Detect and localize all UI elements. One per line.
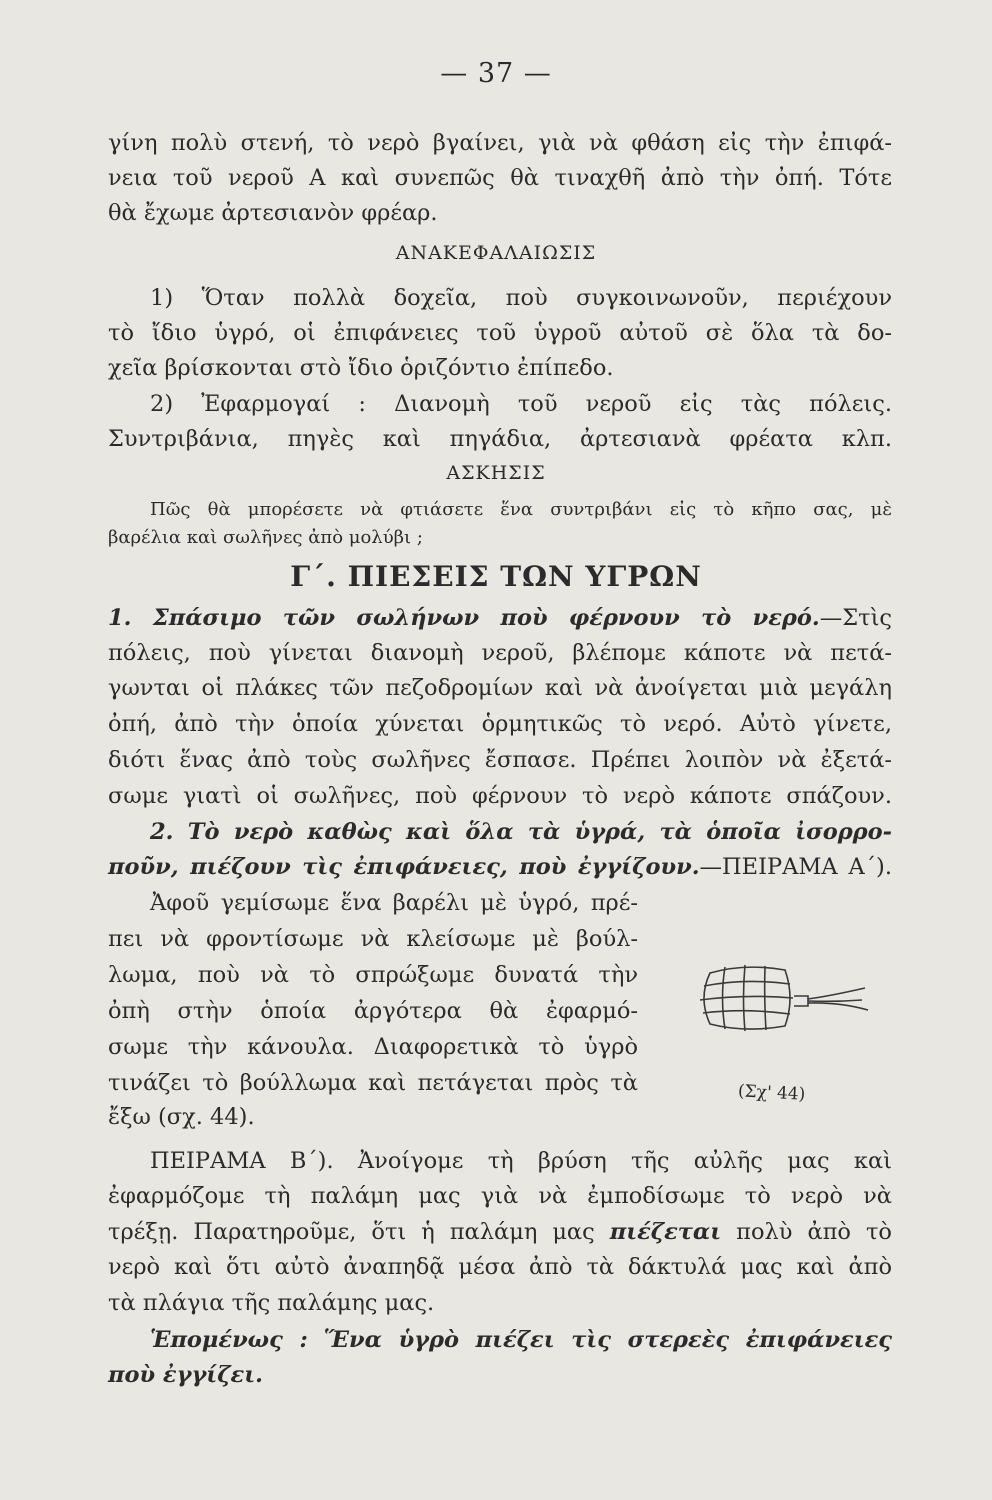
section2-title-line-2	[108, 852, 892, 882]
conclusion-line-1	[108, 1325, 892, 1355]
summary-line-1: 1) Ὅταν πολλὰ δοχεῖα, ποὺ συγκοινωνοῦν, περιέχουν	[150, 285, 892, 311]
section1-line-4: ὀπή, ἀπὸ τὴν ὁποία χύνεται ὁρμητικῶς τὸ νερό. Αὐτὸ γίνετε,	[108, 711, 892, 737]
experiment-a-line-1: Ἀφοῦ γεμίσωμε ἕνα βαρέλι μὲ ὑγρό, πρέ-	[150, 890, 638, 916]
summary-heading: ΑΝΑΚΕΦΑΛΑΙΩΣΙΣ	[395, 242, 597, 264]
figure-caption: (Σχ' 44)	[737, 1081, 806, 1105]
conclusion-text: Ἕνα ὑγρὸ πιέζει τὶς στερεὲς ἐπιφάνειες	[323, 1327, 893, 1353]
exercise-line-2: βαρέλια καὶ σωλῆνες ἀπὸ μολύβι ;	[108, 527, 423, 548]
barrel-figure	[690, 958, 870, 1038]
experiment-b-line-3-c: πολὺ ἀπὸ τὸ	[736, 1219, 892, 1245]
summary-line-3: χεῖα βρίσκονται στὸ ἴδιο ὁριζόντιο ἐπίπεδο.	[108, 355, 614, 381]
experiment-a-line-5: σωμε τὴν κάνουλα. Διαφορετικὰ τὸ ὑγρὸ	[108, 1034, 638, 1060]
experiment-a-line-6: τινάζει τὸ βούλλωμα καὶ πετάγεται πρὸς τὰ	[108, 1070, 638, 1096]
section2-title-part2: ποῦν, πιέζουν τὶς ἐπιφάνειες, ποὺ ἐγγίζουν.	[108, 854, 700, 880]
section2-title-part1: 2. Τὸ νερὸ καθὼς καὶ ὅλα τὰ ὑγρά, τὰ ὁποῖα ἰσορρο-	[150, 819, 892, 845]
section1-line-1	[108, 603, 892, 633]
experiment-a-line-7: ἔξω (σχ. 44).	[108, 1104, 255, 1130]
experiment-a-line-2: πει νὰ φροντίσωμε νὰ κλείσωμε μὲ βούλ-	[108, 926, 638, 952]
summary-line-4: 2) Ἐφαρμογαί : Διανομὴ τοῦ νεροῦ εἰς τὰς πόλεις.	[150, 391, 892, 417]
chapter-title: Γ΄. ΠΙΕΣΕΙΣ ΤΩΝ ΥΓΡΩΝ	[290, 560, 702, 593]
para1-line-2: νεια τοῦ νεροῦ Α καὶ συνεπῶς θὰ τιναχθῆ ἀπὸ τὴν ὀπή. Τότε	[108, 165, 892, 191]
section2-title-line-1	[108, 817, 892, 847]
experiment-b-first: Ἀνοίγομε τὴ βρύση τῆς αὐλῆς μας καὶ	[357, 1148, 893, 1174]
conclusion-label: Ἑπομένως :	[150, 1327, 308, 1353]
experiment-a-label: —ΠΕΙΡΑΜΑ Α΄).	[699, 854, 892, 880]
experiment-b-line-1	[108, 1146, 892, 1176]
page-number: — 37 —	[440, 58, 552, 89]
summary-line-5: Συντριβάνια, πηγὲς καὶ πηγάδια, ἀρτεσιανὰ φρέατα κλπ.	[108, 426, 892, 452]
exercise-line-1: Πῶς θὰ μπορέσετε νὰ φτιάσετε ἕνα συντριβάνι εἰς τὸ κῆπο σας, μὲ	[150, 499, 892, 520]
section1-first-words: —Στὶς	[819, 605, 892, 631]
section1-line-2: πόλεις, ποὺ γίνεται διανομὴ νεροῦ, βλέπομε κάποτε νὰ πετά-	[108, 640, 892, 666]
para1-line-3: θὰ ἔχωμε ἀρτεσιανὸν φρέαρ.	[108, 200, 438, 226]
section1-line-5: διότι ἕνας ἀπὸ τοὺς σωλῆνες ἔσπασε. Πρέπει λοιπὸν νὰ ἐξετά-	[108, 747, 892, 773]
experiment-b-line-5: τὰ πλάγια τῆς παλάμης μας.	[108, 1290, 435, 1316]
experiment-a-line-3: λωμα, ποὺ νὰ τὸ σπρώξωμε δυνατά τὴν	[108, 962, 638, 988]
summary-line-2: τὸ ἴδιο ὑγρό, οἱ ἐπιφάνειες τοῦ ὑγροῦ αὐτοῦ σὲ ὅλα τὰ δο-	[108, 320, 892, 346]
section1-title: 1. Σπάσιμο τῶν σωλήνων ποὺ φέρνουν τὸ νερό.	[108, 605, 820, 631]
experiment-b-line-3	[108, 1217, 892, 1247]
experiment-b-line-2: ἐφαρμόζομε τὴ παλάμη μας γιὰ νὰ ἐμποδίσωμε τὸ νερὸ νὰ	[108, 1183, 892, 1209]
experiment-b-label: ΠΕΙΡΑΜΑ Β΄).	[150, 1148, 334, 1174]
section1-line-6: σωμε γιατὶ οἱ σωλῆνες, ποὺ φέρνουν τὸ νερὸ κάποτε σπάζουν.	[108, 783, 892, 809]
conclusion-line-2	[108, 1360, 892, 1390]
para1-line-1: γίνη πολὺ στενή, τὸ νερὸ βγαίνει, γιὰ νὰ φθάση εἰς τὴν ἐπιφά-	[108, 130, 892, 156]
experiment-b-line-4: νερὸ καὶ ὅτι αὐτὸ ἀναπηδᾷ μέσα ἀπὸ τὰ δάκτυλά μας καὶ ἀπὸ	[108, 1254, 892, 1280]
experiment-b-line-3-a: τρέξῃ. Παρατηροῦμε, ὅτι ἡ παλάμη μας	[108, 1219, 595, 1245]
experiment-a-line-4: ὀπὴ στὴν ὁποία ἀργότερα θὰ ἐφαρμό-	[108, 998, 638, 1024]
conclusion-text-end: ποὺ ἐγγίζει.	[108, 1362, 263, 1388]
section1-line-3: γωνται οἱ πλάκες τῶν πεζοδρομίων καὶ νὰ ἀνοίγεται μιὰ μεγάλη	[108, 675, 892, 701]
experiment-b-pressed-word: πιέζεται	[609, 1219, 722, 1245]
exercise-heading: ΑΣΚΗΣΙΣ	[446, 462, 546, 484]
